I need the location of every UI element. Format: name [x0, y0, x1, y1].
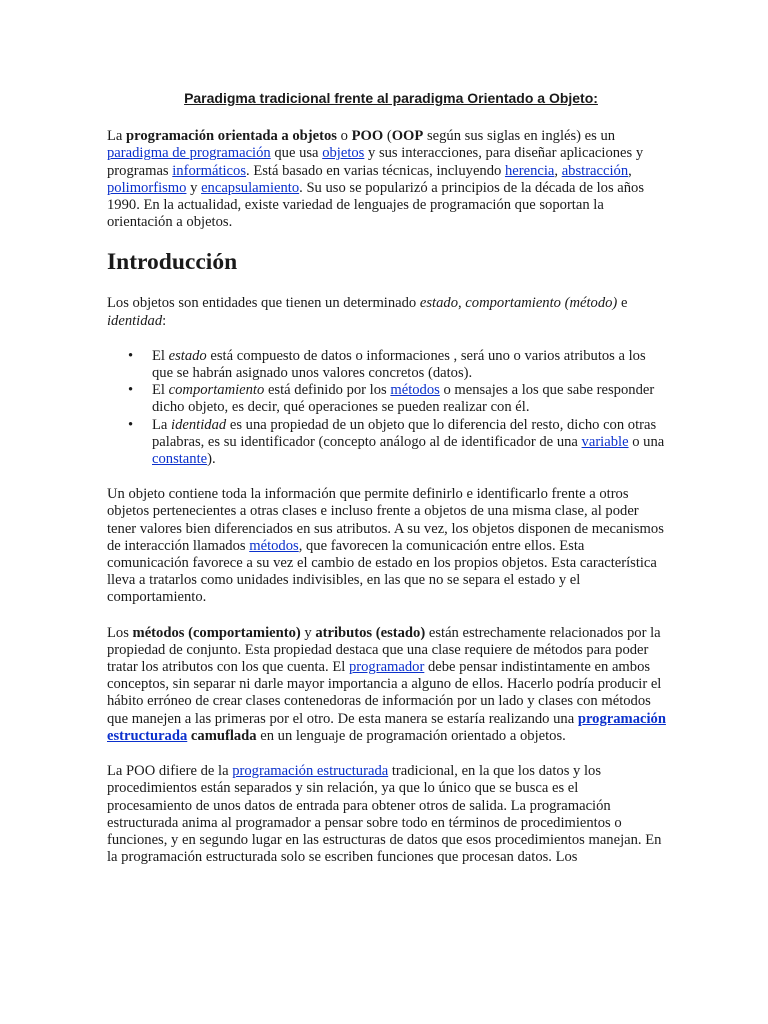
link-metodos[interactable]: métodos [390, 382, 440, 399]
paragraph-objetos-entidades: Los objetos son entidades que tienen un determinado estado, comportamiento (método) e identidad: [107, 295, 628, 329]
link-objetos[interactable]: objetos [322, 145, 365, 162]
document-page [107, 90, 667, 884]
list-item-estado: • El estado está compuesto de datos o informaciones , será uno o varios atributos a los que se habrán asignado unos valores concretos (datos). [128, 347, 646, 382]
paragraph-intro-poo: La programación orientada a objetos o POO (OOP según sus siglas en inglés) es un paradigma de programación que usa objetos y sus interacciones, para diseñar aplicaciones y programas informáticos. Está basado en varias técnicas, incluyendo herencia, abstracción, polimorfismo y encapsulamiento. Su uso se popularizó a principios de la década de los años 1990. En la actualidad, existe variedad de lenguajes de programación que soportan la orientación a objetos. [107, 128, 645, 231]
object-properties-list [107, 348, 667, 468]
link-herencia[interactable]: herencia [504, 162, 555, 179]
link-programacion-estructurada[interactable]: programación estructurada [232, 763, 389, 780]
link-abstraccion[interactable]: abstracción [561, 162, 629, 179]
link-metodos-2[interactable]: métodos [249, 537, 299, 554]
term-estado: estado [419, 295, 458, 312]
section-title-introduccion: Introducción [107, 249, 238, 276]
term-comportamiento: comportamiento (método) [465, 295, 618, 312]
bullet-icon: • [128, 416, 134, 433]
paragraph-metodos-atributos: Los métodos (comportamiento) y atributos (estado) están estrechamente relacionados por la propiedad de conjunto. Esta propiedad destaca que una clase requiere de métodos para poder tratar los atributos con los que cuenta. El programador debe pensar indistintamente en ambos conceptos, sin separar ni darle mayor importancia a alguno de ellos. Hacerlo podría producir el hábito erróneo de crear clases contenedoras de información por un lado y clases con métodos que manejen a las primeras por el otro. De esta manera se estaría realizando una programación estructurada camuflada en un lenguaje de programación orientado a objetos. [107, 624, 666, 744]
list-item-identidad: • La identidad es una propiedad de un objeto que lo diferencia del resto, dicho con otras palabras, es su identificador (concepto análogo al de identificador de una variable o una constante). [128, 416, 665, 468]
bullet-icon: • [128, 347, 134, 364]
list-item-comportamiento: • El comportamiento está definido por los métodos o mensajes a los que sabe responder dicho objeto, es decir, qué operaciones se pueden realizar con él. [128, 382, 655, 416]
link-encapsulamiento[interactable]: encapsulamiento [201, 179, 300, 196]
term-poo: POO [351, 128, 384, 145]
link-polimorfismo[interactable]: polimorfismo [107, 179, 187, 196]
link-paradigma-de-programacion[interactable]: paradigma de programación [107, 145, 271, 162]
link-variable[interactable]: variable [581, 433, 629, 450]
link-programador[interactable]: programador [348, 659, 425, 676]
link-constante[interactable]: constante [152, 451, 208, 468]
link-programacion-estructurada-bold[interactable]: programación estructurada [107, 710, 666, 744]
document-heading: Paradigma tradicional frente al paradigma Orientado a Objeto: [184, 90, 598, 106]
link-informaticos[interactable]: informáticos [172, 162, 247, 179]
term-programacion-orientada-objetos: programación orientada a objetos [126, 128, 337, 145]
bullet-icon: • [128, 382, 134, 399]
paragraph-poo-difiere: La POO difiere de la programación estructurada tradicional, en la que los datos y los procedimientos están separados y sin relación, ya que lo único que se busca es el procesamiento de unos datos de entrada para obtener otros de salida. La programación estructurada anima al programador a pensar sobre todo en términos de procedimientos o funciones, y en segundo lugar en las estructuras de datos que esos procedimientos manejan. En la programación estructurada solo se escriben funciones que procesan datos. Los [107, 763, 662, 866]
term-camuflada: camuflada [190, 727, 257, 744]
term-identidad: identidad [107, 312, 163, 329]
term-oop: OOP [391, 128, 424, 145]
paragraph-objeto-informacion: Un objeto contiene toda la información que permite definirlo e identificarlo frente a otros objetos pertenecientes a otras clases e incluso frente a objetos de una misma clase, al poder tener valores bien diferenciados en sus atributos. A su vez, los objetos disponen de mecanismos de interacción llamados métodos, que favorecen la comunicación entre ellos. Esta comunicación favorece a su vez el cambio de estado en los propios objetos. Esta característica lleva a tratarlos como unidades indivisibles, en las que no se separa el estado y el comportamiento. [107, 486, 664, 606]
